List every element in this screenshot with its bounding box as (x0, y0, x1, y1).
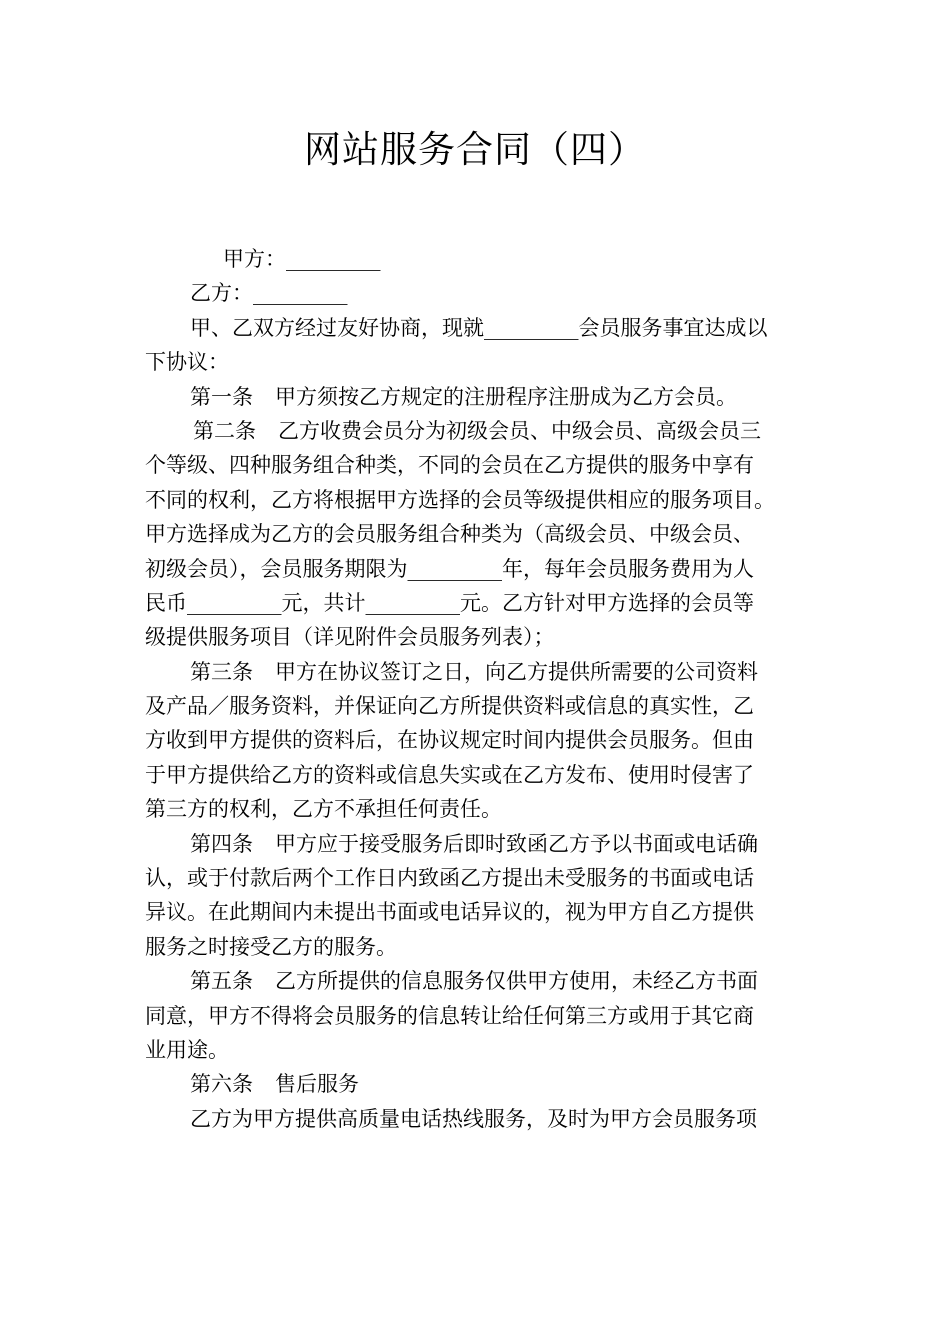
party-a-line: 甲方：_________ (223, 247, 381, 271)
document-title: 网站服务合同（四） (304, 128, 646, 171)
article-3-line-3: 方收到甲方提供的资料后，在协议规定时间内提供会员服务。但由 (145, 728, 754, 753)
article-4-line-1 (145, 827, 810, 861)
article-5-line-2: 同意，甲方不得将会员服务的信息转让给任何第三方或用于其它商 (145, 1003, 754, 1028)
article-4-heading: 第四条 (190, 831, 253, 856)
contract-body (145, 242, 810, 1136)
article-6-heading: 第六条 (190, 1072, 253, 1097)
preamble-line-1: 甲、乙双方经过友好协商，现就_________会员服务事宜达成以 (190, 315, 768, 340)
article-3-heading: 第三条 (190, 659, 253, 684)
article-2-heading: 第二条 (193, 418, 256, 443)
article-2-line-5: 初级会员），会员服务期限为_________年，每年会员服务费用为人 (145, 556, 754, 581)
article-5-line-3: 业用途。 (145, 1037, 229, 1062)
article-3-line-1 (145, 655, 810, 689)
preamble-line-2: 下协议： (145, 350, 229, 375)
article-2-text: 乙方收费会员分为初级会员、中级会员、高级会员三 (278, 418, 761, 443)
article-3-line-4: 于甲方提供给乙方的资料或信息失实或在乙方发布、使用时侵害了 (145, 762, 754, 787)
article-4-line-3: 异议。在此期间内未提出书面或电话异议的，视为甲方自乙方提供 (145, 900, 754, 925)
party-b-line: 乙方：_________ (190, 281, 348, 306)
article-1-text: 甲方须按乙方规定的注册程序注册成为乙方会员。 (275, 384, 737, 409)
article-3-line-2: 及产品／服务资料，并保证向乙方所提供资料或信息的真实性，乙 (145, 694, 754, 719)
article-2-line-6: 民币_________元，共计_________元。乙方针对甲方选择的会员等 (145, 590, 754, 615)
article-5-text: 乙方所提供的信息服务仅供甲方使用，未经乙方书面 (275, 969, 758, 994)
article-4-line-4: 服务之时接受乙方的服务。 (145, 934, 397, 959)
article-4-line-2: 认，或于付款后两个工作日内致函乙方提出未受服务的书面或电话 (145, 866, 754, 891)
article-5-heading: 第五条 (190, 969, 253, 994)
article-2-line-3: 不同的权利，乙方将根据甲方选择的会员等级提供相应的服务项目。 (145, 487, 775, 512)
article-2-line-4: 甲方选择成为乙方的会员服务组合种类为（高级会员、中级会员、 (145, 522, 754, 547)
article-4-text: 甲方应于接受服务后即时致函乙方予以书面或电话确 (275, 831, 758, 856)
article-6-text: 售后服务 (275, 1072, 359, 1097)
article-3-line-5: 第三方的权利，乙方不承担任何责任。 (145, 797, 502, 822)
article-6-line-2: 乙方为甲方提供高质量电话热线服务，及时为甲方会员服务项 (190, 1106, 757, 1131)
article-3-text: 甲方在协议签订之日，向乙方提供所需要的公司资料 (275, 659, 758, 684)
article-2-line-7: 级提供服务项目（详见附件会员服务列表）； (145, 625, 555, 650)
article-1-heading: 第一条 (190, 384, 253, 409)
article-6-line-1 (145, 1067, 810, 1101)
article-5-line-1 (145, 964, 810, 998)
article-2-line-2: 个等级、四种服务组合种类，不同的会员在乙方提供的服务中享有 (145, 453, 754, 478)
article-1-line-1 (145, 380, 810, 414)
article-2-line-1 (145, 414, 810, 448)
